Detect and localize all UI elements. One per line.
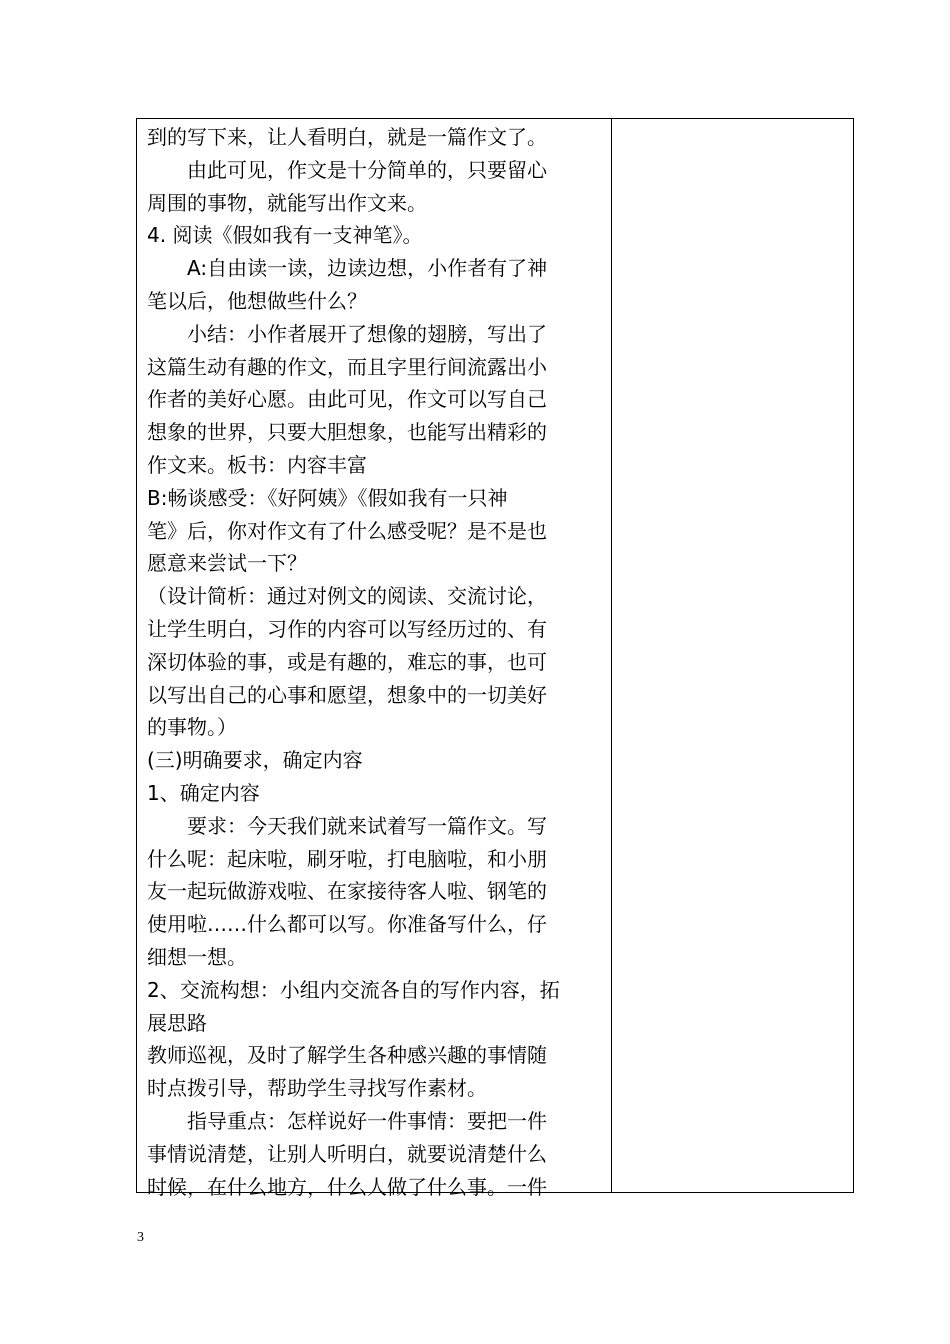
notes-column [612,119,853,1192]
text-line: 由此可见，作文是十分简单的，只要留心 [147,157,547,182]
text-line: 教师巡视，及时了解学生各种感兴趣的事情随 [147,1043,547,1068]
text-line: 要求：今天我们就来试着写一篇作文。写 [147,813,547,838]
text-line: 细想一想。 [147,944,247,969]
text-line: 愿意来尝试一下？ [147,551,307,576]
page-number: 3 [137,1230,144,1245]
text-line: B:畅谈感受：《好阿姨》《假如我有一只神 [147,485,508,510]
text-line: 周围的事物，就能写出作文来。 [147,190,427,215]
text-line: 什么呢：起床啦，刷牙啦，打电脑啦，和小朋 [147,846,547,871]
text-line: 以写出自己的心事和愿望，想象中的一切美好 [147,682,547,707]
text-line: 笔以后，他想做些什么？ [147,288,367,313]
text-line: 使用啦……什么都可以写。你准备写什么，仔 [147,912,547,937]
text-line: 笔》后，你对作文有了什么感受呢？是不是也 [147,518,547,543]
text-line: （设计简析：通过对例文的阅读、交流讨论， [147,584,547,609]
text-line: 这篇生动有趣的作文，而且字里行间流露出小 [147,354,547,379]
text-line: 指导重点：怎样说好一件事情：要把一件 [147,1108,547,1133]
text-line: 4. 阅读《假如我有一支神笔》。 [147,223,423,248]
text-line: 小结：小作者展开了想像的翅膀，写出了 [147,321,547,346]
text-line: 作者的美好心愿。由此可见，作文可以写自己 [147,387,547,412]
lesson-table [136,118,854,1199]
text-line: 时点拨引导，帮助学生寻找写作素材。 [147,1076,487,1101]
text-line: A:自由读一读，边读边想，小作者有了神 [147,256,548,281]
text-line: 的事物。） [147,715,237,740]
text-line: (三)明确要求，确定内容 [147,748,363,773]
text-line: 事情说清楚，让别人听明白，就要说清楚什么 [147,1141,547,1166]
text-line: 深切体验的事，或是有趣的，难忘的事，也可 [147,649,547,674]
text-line: 作文来。板书：内容丰富 [147,452,367,477]
lesson-text [147,121,605,1203]
text-line: 展思路 [147,1010,207,1035]
text-line: 1、确定内容 [147,780,260,805]
content-column [137,119,612,1199]
text-line: 到的写下来，让人看明白，就是一篇作文了。 [147,125,547,149]
text-line: 友一起玩做游戏啦、在家接待客人啦、钢笔的 [147,879,547,904]
text-line: 让学生明白，习作的内容可以写经历过的、有 [147,616,547,641]
text-line: 2、交流构想：小组内交流各自的写作内容，拓 [147,977,560,1002]
text-line: 想象的世界，只要大胆想象，也能写出精彩的 [147,420,547,445]
text-line: 时候，在什么地方，什么人做了什么事。一件 [147,1174,547,1199]
